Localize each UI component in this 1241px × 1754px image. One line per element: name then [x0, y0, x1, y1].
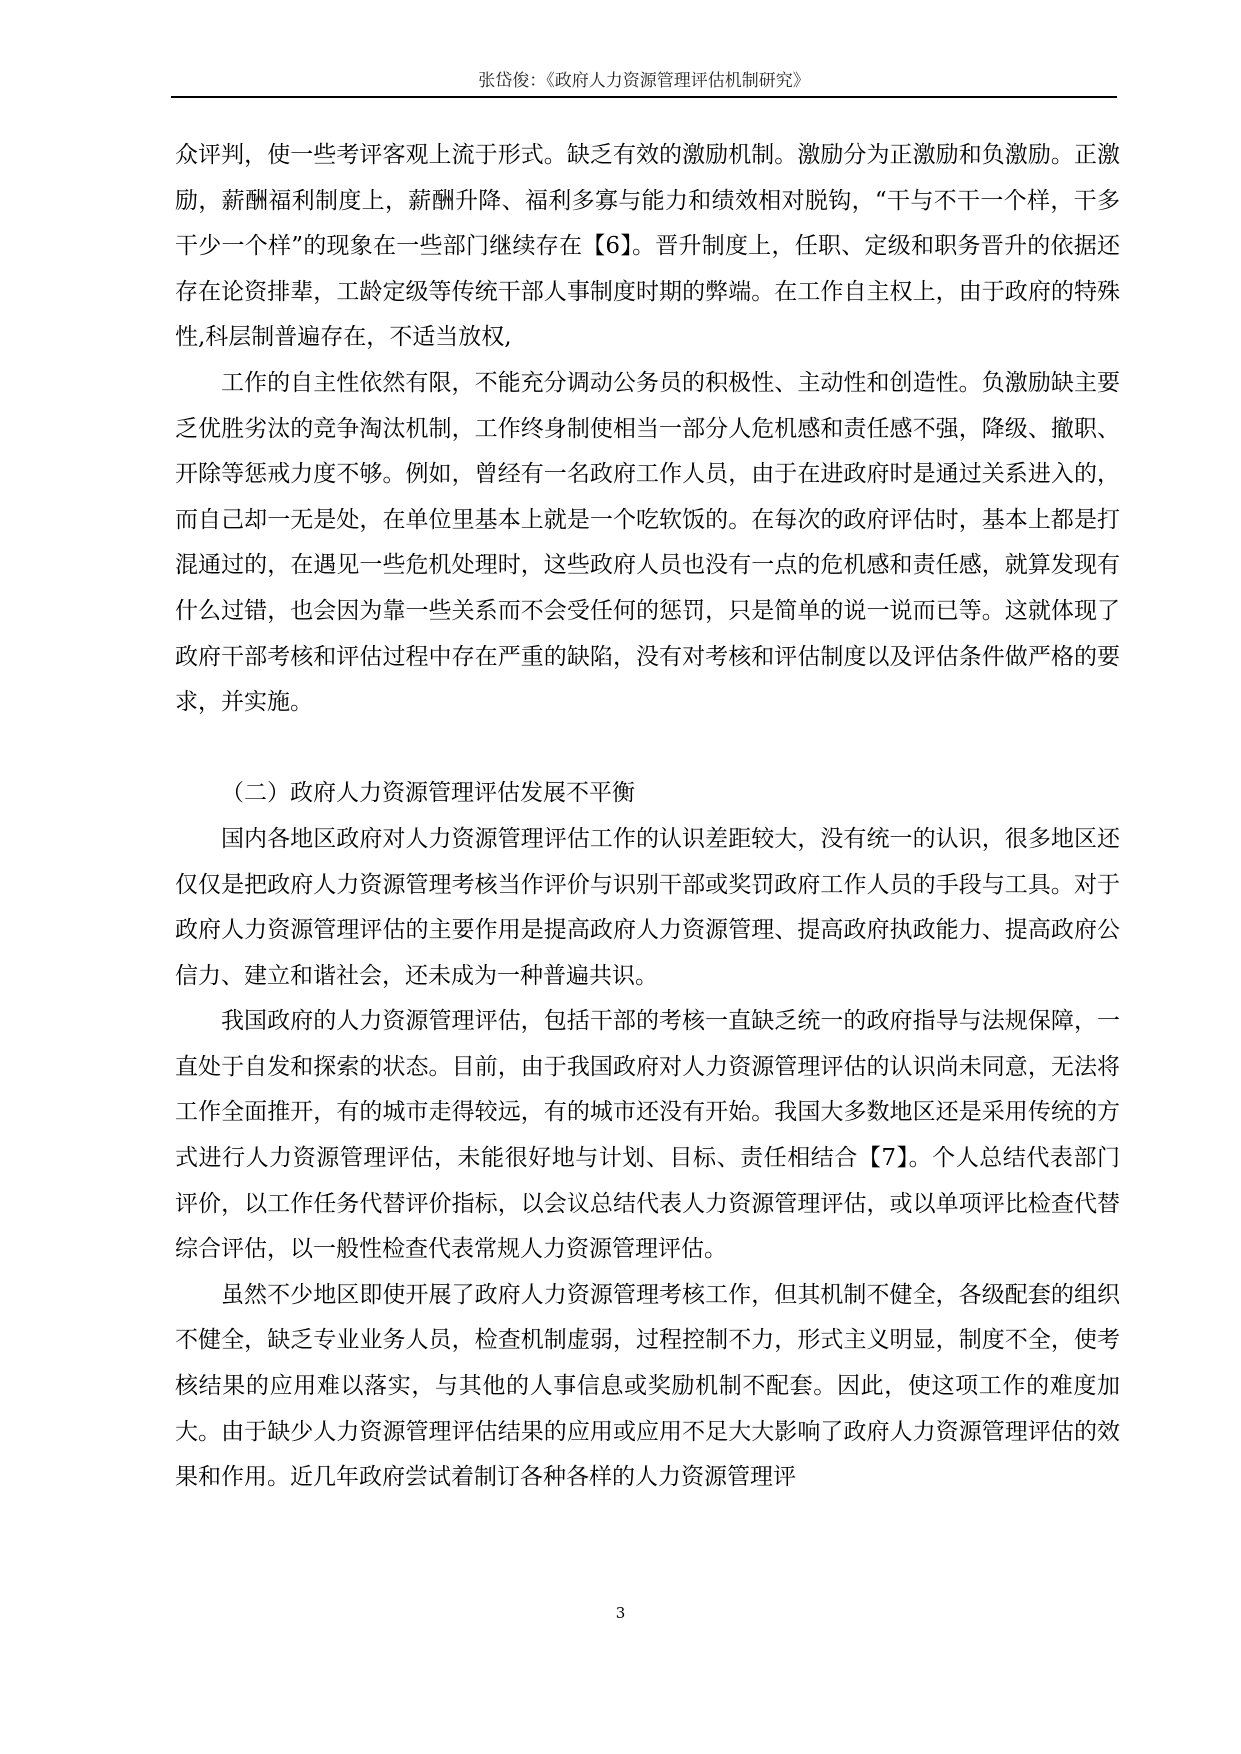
paragraph: 我国政府的人力资源管理评估，包括干部的考核一直缺乏统一的政府指导与法规保障，一直处于自发和探索的状态。目前，由于我国政府对人力资源管理评估的认识尚未同意，无法将工作全面推开，有的城市走得较远，有的城市还没有开始。我国大多数地区还是采用传统的方式进行人力资源管理评估，未能很好地与计划、目标、责任相结合【7】。个人总结代表部门评价，以工作任务代替评价指标，以会议总结代表人力资源管理评估，或以单项评比检查代替综合评估，以一般性检查代表常规人力资源管理评估。: [175, 1008, 1120, 1263]
paragraph: 工作的自主性依然有限，不能充分调动公务员的积极性、主动性和创造性。负激励缺主要乏优胜劣汰的竞争淘汰机制，工作终身制使相当一部分人危机感和责任感不强，降级、撤职、开除等惩戒力度不够。例如，曾经有一名政府工作人员，由于在进政府时是通过关系进入的，而自己却一无是处，在单位里基本上就是一个吃软饭的。在每次的政府评估时，基本上都是打混通过的，在遇见一些危机处理时，这些政府人员也没有一点的危机感和责任感，就算发现有什么过错，也会因为靠一些关系而不会受任何的惩罚，只是简单的说一说而已等。这就体现了政府干部考核和评估过程中存在严重的缺陷，没有对考核和评估制度以及评估条件做严格的要求，并实施。: [175, 369, 1120, 716]
running-header: 张岱俊：《政府人力资源管理评估机制研究》: [478, 71, 810, 91]
paragraph-continuation: 众评判，使一些考评客观上流于形式。缺乏有效的激励机制。激励分为正激励和负激励。正激励，薪酬福利制度上，薪酬升降、福利多寡与能力和绩效相对脱钩，“干与不干一个样，干多干少一个样”的现象在一些部门继续存在【6】。晋升制度上，任职、定级和职务晋升的依据还存在论资排辈，工龄定级等传统干部人事制度时期的弊端。在工作自主权上，由于政府的特殊性,科层制普遍存在，不适当放权,: [175, 142, 1120, 351]
section-heading: （二）政府人力资源管理评估发展不平衡: [221, 780, 635, 807]
header-rule: [171, 96, 1117, 98]
paragraph: 虽然不少地区即使开展了政府人力资源管理考核工作，但其机制不健全，各级配套的组织不健全，缺乏专业业务人员，检查机制虚弱，过程控制不力，形式主义明显，制度不全，使考核结果的应用难以落实，与其他的人事信息或奖励机制不配套。因此，使这项工作的难度加大。由于缺少人力资源管理评估结果的应用或应用不足大大影响了政府人力资源管理评估的效果和作用。近几年政府尝试着制订各种各样的人力资源管理评: [175, 1281, 1120, 1491]
document-body: [175, 133, 1120, 1501]
paragraph: 国内各地区政府对人力资源管理评估工作的认识差距较大，没有统一的认识，很多地区还仅仅是把政府人力资源管理考核当作评价与识别干部或奖罚政府工作人员的手段与工具。对于政府人力资源管理评估的主要作用是提高政府人力资源管理、提高政府执政能力、提高政府公信力、建立和谐社会，还未成为一种普遍共识。: [175, 825, 1120, 989]
page-number: 3: [615, 1604, 626, 1622]
